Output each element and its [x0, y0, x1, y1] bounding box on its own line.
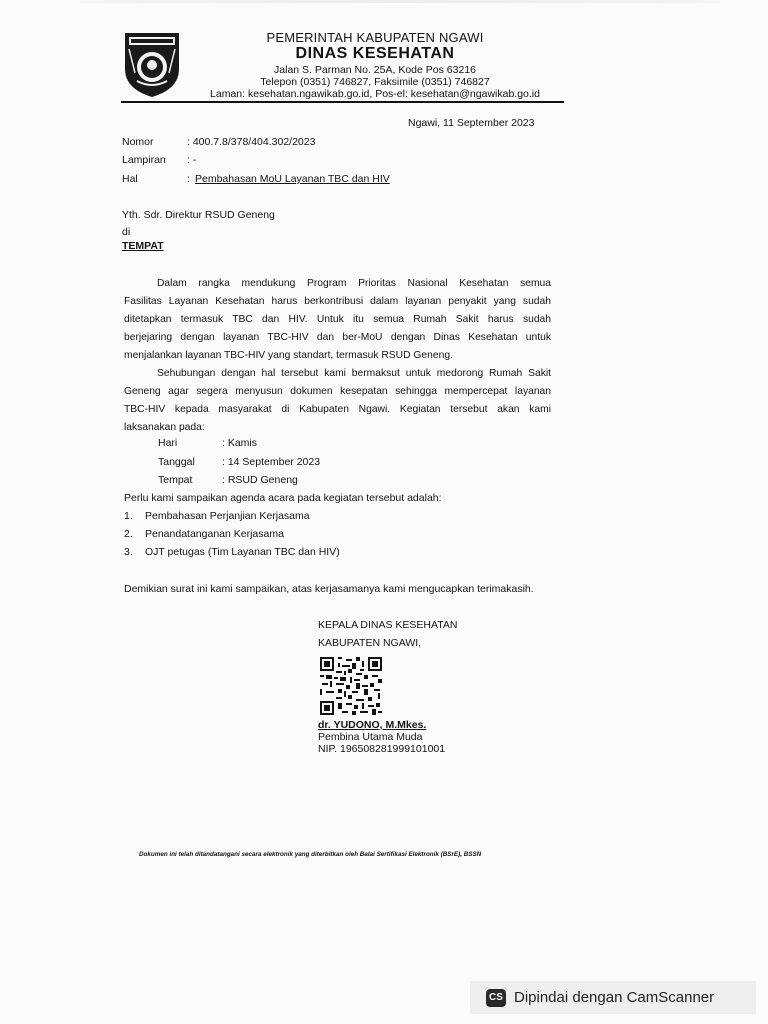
kabupaten-emblem-logo	[121, 29, 183, 99]
header-divider	[121, 101, 564, 103]
paragraph-line: Fasilitas Layanan Kesehatan harus berkontribusi dalam layanan penyakit yang sudah	[124, 296, 551, 307]
schedule-place-label: Tempat	[158, 474, 193, 486]
paragraph-line: menjalankan layanan TBC-HIV yang standart, termasuk RSUD Geneng.	[124, 350, 453, 361]
recipient-place: TEMPAT	[122, 240, 164, 252]
header-address: Jalan S. Parman No. 25A, Kode Pos 63216	[274, 64, 476, 76]
camscanner-logo-icon: CS	[486, 989, 506, 1007]
schedule-date-label: Tanggal	[158, 456, 195, 468]
body-paragraph-2	[124, 365, 551, 437]
agenda-number: 1.	[124, 510, 133, 522]
header-phone: Telepon (0351) 746827, Faksimile (0351) 746827	[260, 76, 490, 88]
nomor-value: : 400.7.8/378/404.302/2023	[187, 136, 316, 148]
paragraph-line: Geneng agar segera menyusun dokumen kesepatan sehingga mempercepat layanan	[124, 386, 551, 397]
nomor-label: Nomor	[122, 136, 154, 148]
agenda-number: 2.	[124, 528, 133, 540]
agenda-number: 3.	[124, 546, 133, 558]
paragraph-line: berjejaring dengan layanan TBC-HIV dan ber-MoU dengan Dinas Kesehatan untuk	[124, 332, 551, 343]
paragraph-line: Dalam rangka mendukung Program Prioritas Nasional Kesehatan semua	[157, 278, 551, 289]
lampiran-value: : -	[187, 154, 197, 166]
signature-title-line2: KABUPATEN NGAWI,	[318, 637, 422, 649]
hal-subject: Pembahasan MoU Layanan TBC dan HIV	[195, 173, 390, 185]
agenda-item: Pembahasan Perjanjian Kerjasama	[145, 510, 310, 522]
electronic-signature-qr-code	[320, 657, 382, 715]
hal-colon: :	[187, 173, 190, 185]
agenda-item: OJT petugas (Tim Layanan TBC dan HIV)	[145, 546, 340, 558]
lampiran-label: Lampiran	[122, 154, 166, 166]
signatory-rank: Pembina Utama Muda	[318, 731, 423, 743]
schedule-day-label: Hari	[158, 437, 178, 449]
recipient-addressee: Yth. Sdr. Direktur RSUD Geneng	[122, 209, 275, 221]
paragraph-line: ditetapkan termasuk TBC dan HIV. Untuk itu semua Rumah Sakit harus sudah	[124, 314, 551, 325]
signatory-name: dr. YUDONO, M.Mkes.	[318, 719, 427, 731]
letter-date: Ngawi, 11 September 2023	[408, 117, 535, 129]
body-paragraph-1	[124, 275, 551, 365]
paragraph-line: laksanakan pada:	[124, 422, 205, 433]
signature-title-line1: KEPALA DINAS KESEHATAN	[318, 619, 458, 631]
page-top-edge	[80, 0, 720, 3]
camscanner-text: Dipindai dengan CamScanner	[514, 989, 715, 1006]
paragraph-line: Sehubungan dengan hal tersebut kami bermaksut untuk medorong Rumah Sakit	[157, 368, 551, 379]
header-government-name: PEMERINTAH KABUPATEN NGAWI	[266, 30, 484, 45]
agenda-intro: Perlu kami sampaikan agenda acara pada kegiatan tersebut adalah:	[124, 492, 442, 504]
header-website-email: Laman: kesehatan.ngawikab.go.id, Pos-el: kesehatan@ngawikab.go.id	[210, 88, 540, 100]
paragraph-line: TBC-HIV kepada masyarakat di Kabupaten Ngawi. Kegiatan tersebut akan kami	[124, 404, 551, 415]
electronic-signature-note: Dokumen ini telah ditandatangani secara elektronik yang diterbitkan oleh Balai Sertifikasi Elektronik (BSrE), BSSN	[139, 851, 482, 858]
camscanner-watermark	[470, 981, 756, 1014]
schedule-place-value: : RSUD Geneng	[222, 474, 298, 486]
signatory-nip: NIP. 196508281999101001	[318, 743, 446, 755]
agenda-item: Penandatanganan Kerjasama	[145, 528, 284, 540]
hal-label: Hal	[122, 173, 138, 185]
header-agency-name: DINAS KESEHATAN	[295, 45, 455, 62]
schedule-date-value: : 14 September 2023	[222, 456, 321, 468]
closing-sentence: Demikian surat ini kami sampaikan, atas kerjasamanya kami mengucapkan terimakasih.	[124, 583, 534, 595]
recipient-di: di	[122, 226, 131, 238]
schedule-day-value: : Kamis	[222, 437, 258, 449]
